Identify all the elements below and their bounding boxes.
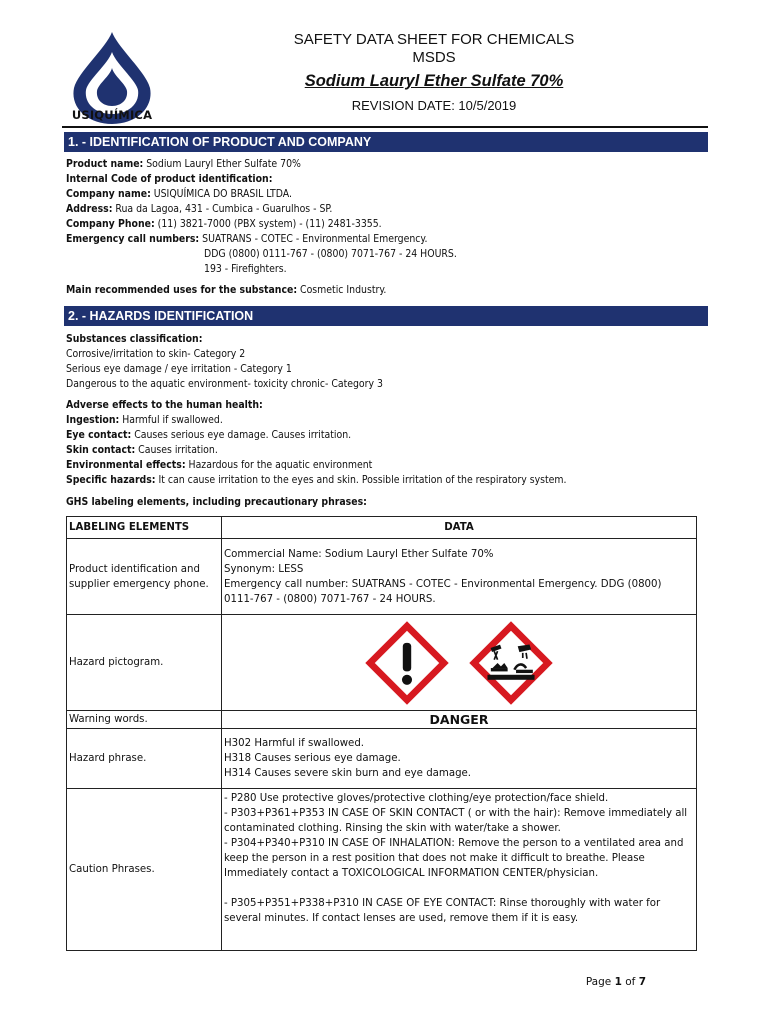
page-total: 7 [638, 976, 646, 988]
recommended-uses-label: Main recommended uses for the substance: [66, 284, 298, 296]
hazard-statement: H314 Causes severe skin burn and eye damage. [224, 768, 472, 779]
ingestion-line [66, 413, 223, 428]
emergency-label: Emergency call numbers: [66, 233, 200, 245]
product-name-label: Product name: [66, 158, 144, 170]
classification-item: Serious eye damage / eye irritation - Category 1 [66, 363, 292, 375]
table-row-product-identification [67, 539, 697, 615]
emergency-line-1 [66, 232, 427, 247]
adverse-effects-label: Adverse effects to the human health: [66, 399, 263, 411]
page-prefix: Page [585, 976, 615, 988]
environmental-effects-line [66, 458, 372, 473]
specific-hazards-value: It can cause irritation to the eyes and skin. Possible irritation of the respiratory system. [155, 474, 567, 486]
hazard-statement: H302 Harmful if swallowed. [224, 738, 365, 749]
emergency-line-3: 193 - Firefighters. [204, 263, 287, 275]
emergency-number-line: Emergency call number: SUATRANS - COTEC - Environmental Emergency. DDG (0800) [224, 578, 662, 590]
row-data-caution-phrases [222, 789, 697, 951]
address-value: Rua da Lagoa, 431 - Cumbica - Guarulhos - SP. [112, 203, 333, 215]
recommended-uses-value: Cosmetic Industry. [297, 284, 387, 296]
row-label: Caution Phrases. [67, 789, 222, 951]
row-data-pictograms [222, 615, 697, 711]
skin-contact-line [66, 443, 218, 458]
precautionary-statement: Immediately contact a TOXICOLOGICAL INFORMATION CENTER/physician. [224, 868, 599, 879]
product-name-line [66, 157, 301, 172]
internal-code-label: Internal Code of product identification: [66, 173, 273, 185]
row-label: Product identification and supplier emergency phone. [67, 539, 222, 615]
company-name-label: Company name: [66, 188, 151, 200]
signal-word: DANGER [222, 711, 697, 729]
company-phone-value: (11) 3821-7000 (PBX system) - (11) 2481-3355. [154, 218, 382, 230]
table-header-row [67, 517, 697, 539]
row-label: Hazard pictogram. [67, 615, 222, 711]
document-type-abbrev: MSDS [412, 49, 456, 66]
precautionary-statement: - P303+P361+P353 IN CASE OF SKIN CONTACT ( or with the hair): Remove immediately all [224, 808, 688, 819]
table-row-warning-words [67, 711, 697, 729]
emergency-line-2: DDG (0800) 0111-767 - (0800) 7071-767 - 24 HOURS. [204, 248, 457, 260]
precautionary-statement: - P304+P340+P310 IN CASE OF INHALATION: Remove the person to a ventilated area and [224, 838, 684, 849]
precautionary-spacer [224, 881, 694, 896]
row-label: Hazard phrase. [67, 729, 222, 789]
synonym: Synonym: LESS [224, 563, 304, 575]
environmental-effects-label: Environmental effects: [66, 459, 186, 471]
eye-contact-value: Causes serious eye damage. Causes irritation. [131, 429, 352, 441]
table-row-hazard-phrase [67, 729, 697, 789]
col-header-labeling-elements: LABELING ELEMENTS [67, 517, 222, 539]
product-name-value: Sodium Lauryl Ether Sulfate 70% [143, 158, 301, 170]
table-row-caution-phrases [67, 789, 697, 951]
page-current: 1 [614, 976, 622, 988]
recommended-uses-line [66, 283, 386, 298]
revision-date: REVISION DATE: 10/5/2019 [351, 98, 517, 113]
ingestion-value: Harmful if swallowed. [119, 414, 223, 426]
page-of: of [621, 976, 639, 988]
precautionary-statement: keep the person in a rest position that does not make it difficult to breathe. Please [224, 853, 645, 864]
ghs-labeling-table [66, 516, 697, 951]
row-data-product [222, 539, 697, 615]
emergency-number-line: 0111-767 - (0800) 7071-767 - 24 HOURS. [224, 593, 436, 605]
ingestion-label: Ingestion: [66, 414, 120, 426]
col-header-data: DATA [222, 517, 697, 539]
classification-label: Substances classification: [66, 333, 203, 345]
skin-contact-value: Causes irritation. [135, 444, 218, 456]
address-label: Address: [66, 203, 113, 215]
row-data-hazard-phrases [222, 729, 697, 789]
specific-hazards-line [66, 473, 567, 488]
eye-contact-line [66, 428, 351, 443]
section2-header: 2. - HAZARDS IDENTIFICATION [64, 306, 708, 326]
emergency-value-1: SUATRANS - COTEC - Environmental Emergency. [199, 233, 428, 245]
company-phone-line [66, 217, 382, 232]
company-phone-label: Company Phone: [66, 218, 155, 230]
classification-item: Dangerous to the aquatic environment- toxicity chronic- Category 3 [66, 378, 383, 390]
exclamation-mark-pictogram-icon [359, 621, 455, 705]
precautionary-statement: several minutes. If contact lenses are used, remove them if it is easy. [224, 913, 579, 924]
corrosion-pictogram-icon [463, 621, 559, 705]
precautionary-statement: - P280 Use protective gloves/protective clothing/eye protection/face shield. [224, 793, 609, 804]
company-logo-text: USIQUÍMICA [71, 108, 153, 122]
header-divider [62, 126, 708, 128]
ghs-labeling-label: GHS labeling elements, including precautionary phrases: [66, 496, 367, 508]
company-name-value: USIQUÍMICA DO BRASIL LTDA. [150, 188, 292, 200]
hazard-statement: H318 Causes serious eye damage. [224, 753, 401, 764]
classification-item: Corrosive/irritation to skin- Category 2 [66, 348, 246, 360]
eye-contact-label: Eye contact: [66, 429, 132, 441]
row-label: Warning words. [67, 711, 222, 729]
section1-header: 1. - IDENTIFICATION OF PRODUCT AND COMPANY [64, 132, 708, 152]
table-row-hazard-pictogram [67, 615, 697, 711]
precautionary-statement: contaminated clothing. Rinsing the skin with water/take a shower. [224, 823, 561, 834]
specific-hazards-label: Specific hazards: [66, 474, 156, 486]
document-type-title: SAFETY DATA SHEET FOR CHEMICALS [293, 31, 575, 48]
address-line [66, 202, 332, 217]
commercial-name: Commercial Name: Sodium Lauryl Ether Sulfate 70% [224, 548, 494, 560]
skin-contact-label: Skin contact: [66, 444, 136, 456]
company-name-line [66, 187, 292, 202]
product-title: Sodium Lauryl Ether Sulfate 70% [304, 72, 564, 90]
precautionary-statement: - P305+P351+P338+P310 IN CASE OF EYE CONTACT: Rinse thoroughly with water for [224, 898, 661, 909]
page-number [586, 976, 646, 988]
environmental-effects-value: Hazardous for the aquatic environment [185, 459, 373, 471]
